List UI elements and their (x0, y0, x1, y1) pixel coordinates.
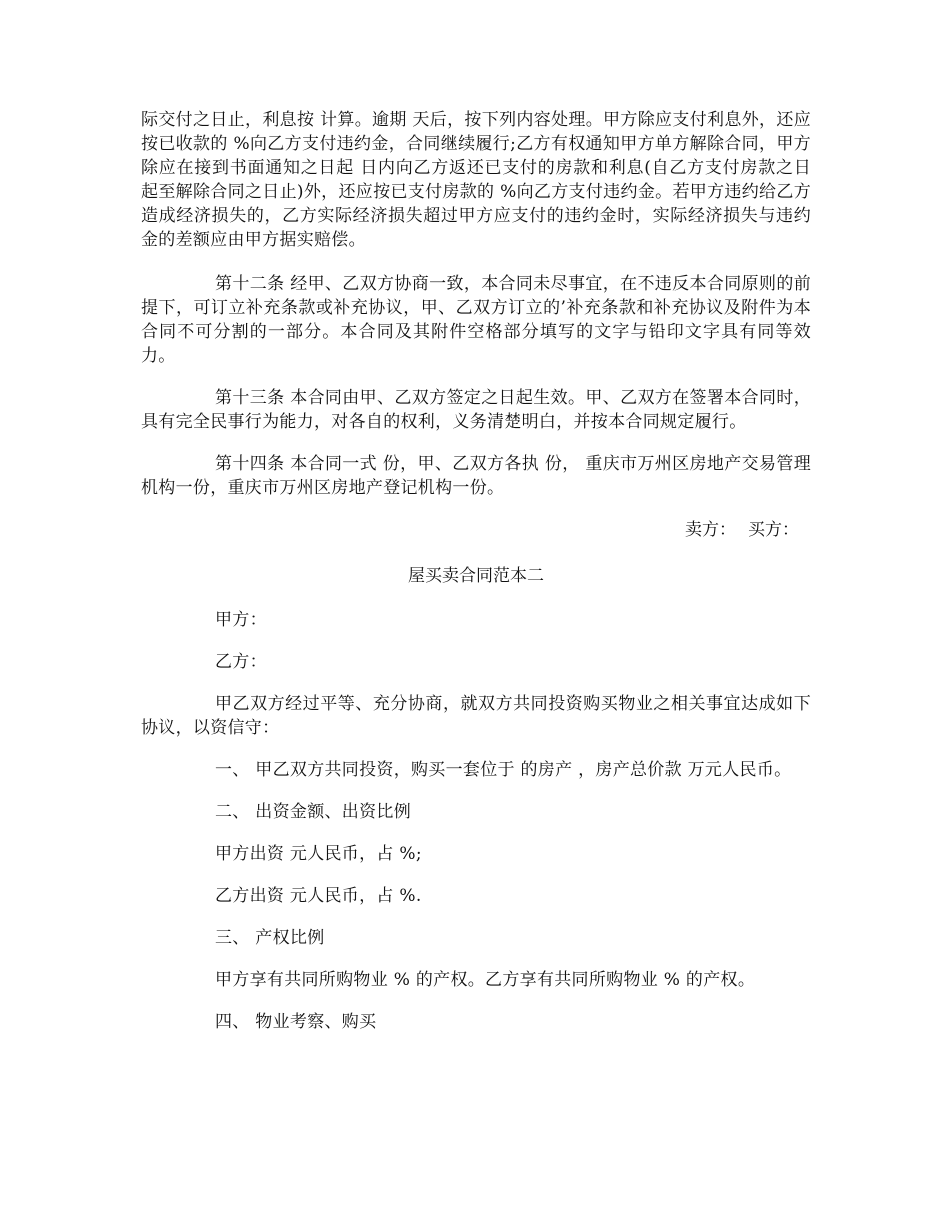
article-12: 第十二条 经甲、乙双方协商一致，本合同未尽事宜，在不违反本合同原则的前提下，可订立补充条款或补充协议，甲、乙双方订立的’补充条款和补充协议及附件为本合同不可分割的一部分。本合同及其附件空格部分填写的文字与铅印文字具有同等效力。 (141, 274, 811, 366)
party-a-label: 甲方： (215, 610, 267, 630)
signature-line (141, 518, 811, 542)
article-13: 第十三条 本合同由甲、乙双方签定之日起生效。甲、乙双方在签署本合同时，具有完全民事行为能力，对各自的权利，义务清楚明白，并按本合同规定履行。 (141, 388, 811, 432)
item-3-text: 甲方享有共同所购物业 % 的产权。乙方享有共同所购物业 % 的产权。 (215, 970, 756, 990)
seller-label: 卖方： (685, 520, 736, 540)
item-4-heading: 四、 物业考察、购买 (215, 1012, 377, 1032)
continued-paragraph: 际交付之日止，利息按 计算。逾期 天后，按下列内容处理。甲方除应支付利息外，还应按已收款的 %向乙方支付违约金，合同继续履行;乙方有权通知甲方单方解除合同，甲方除应在接到书面通知之日起 日内向乙方返还已支付的房款和利息(自乙方支付房款之日起至解除合同之日止)外，还应按已支付房款的 %向乙方支付违约金。若甲方违约给乙方造成经济损失的，乙方实际经济损失超过甲方应支付的违约金时，实际经济损失与违约金的差额应由甲方据实赔偿。 (141, 110, 811, 250)
preamble: 甲乙双方经过平等、充分协商，就双方共同投资购买物业之相关事宜达成如下协议，以资信守： (141, 694, 811, 738)
document-body (141, 108, 811, 1052)
contract-title-2: 屋买卖合同范本二 (408, 566, 544, 586)
item-2-heading: 二、 出资金额、出资比例 (215, 802, 412, 822)
item-2-party-a: 甲方出资 元人民币，占 %; (215, 844, 422, 864)
item-3-heading: 三、 产权比例 (215, 928, 325, 948)
item-2-party-b: 乙方出资 元人民币，占 %. (215, 886, 422, 906)
article-14: 第十四条 本合同一式 份，甲、乙双方各执 份， 重庆市万州区房地产交易管理机构一份，重庆市万州区房地产登记机构一份。 (141, 454, 811, 498)
buyer-label: 买方： (748, 520, 799, 540)
party-b-label: 乙方： (215, 652, 267, 672)
item-1: 一、 甲乙双方共同投资，购买一套位于 的房产 ，房产总价款 万元人民币。 (215, 760, 792, 780)
